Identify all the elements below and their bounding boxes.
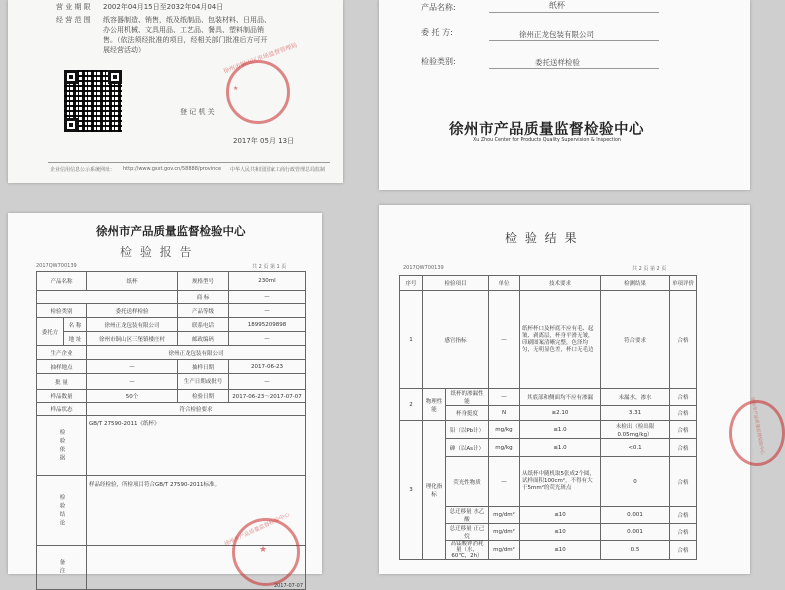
- cell-client-name-label: 名 称: [64, 318, 87, 332]
- footer-authority: 中华人民共和国国家工商行政管理总局监制: [230, 167, 326, 173]
- license-scope-label: 经 营 范 围: [56, 16, 91, 24]
- cell-conclusion-label: 检验结论: [37, 476, 87, 546]
- cover-product-value: 纸杯: [549, 1, 565, 10]
- registration-authority: 登 记 机 关: [180, 108, 215, 116]
- cell-inspection-date-value: 2017-06-23～2017-07-07: [229, 390, 306, 403]
- license-scope-line-2: 办公用机械、文具用品、工艺品、餐具、塑料制品销: [103, 26, 264, 34]
- cell-sample-state-label: 样品状态: [37, 403, 87, 416]
- cover-type-label: 检验类别:: [421, 57, 456, 66]
- footer-url: http://www.gsxt.gov.cn/58888/province: [123, 166, 222, 172]
- col-header-no: 序号: [400, 276, 423, 291]
- table-row: 砷（以As计） mg/kg ≤1.0 <0.1 合格: [400, 439, 697, 457]
- results-report-number: 2017QW700139: [403, 265, 444, 271]
- cell-producer-value: 徐州正龙包装有限公司: [87, 346, 306, 360]
- results-seal-text: 徐州市产品质量监督检验中心: [749, 396, 765, 456]
- license-term-label: 营 业 期 限: [56, 3, 91, 11]
- business-license-page: [8, 0, 343, 183]
- inspection-report-page: [8, 213, 322, 589]
- cover-product-label: 产品名称:: [421, 3, 456, 12]
- footer-system-label: 企业信用信息公示系统网址：: [50, 167, 116, 173]
- registration-seal: ★ 徐州市铜山区市场监督管理局: [226, 60, 290, 124]
- report-seal-text: 徐州市产品质量监督检验中心: [223, 512, 291, 548]
- cell-model-value: 230ml: [229, 272, 306, 291]
- cell-sample-place-label: 抽样地点: [37, 360, 87, 374]
- cover-client-label: 委 托 方:: [421, 28, 453, 37]
- qr-code: [64, 70, 122, 132]
- cell-production-date-value: —: [229, 374, 306, 390]
- results-table: [399, 275, 697, 560]
- cell-inspection-type-value: 委托送样检验: [87, 304, 178, 318]
- inspection-results-page: [379, 205, 765, 574]
- cell-phone-value: 18995209898: [229, 318, 306, 332]
- table-row: 总迁移量 水乙酸 mg/dm² ≤10 0.001 合格: [400, 507, 697, 524]
- cell-batch-label: 批 量: [37, 374, 87, 390]
- report-cover-page: [379, 0, 750, 190]
- cell-inspection-type-label: 检验类别: [37, 304, 87, 318]
- cell-phone-label: 联系电话: [178, 318, 229, 332]
- cell-sample-place-value: —: [87, 360, 178, 374]
- license-scope-line-4: 展经营活动）: [103, 46, 145, 54]
- cell-brand-label: 商 标: [178, 291, 229, 304]
- cell-production-date-label: 生产日期或批号: [178, 374, 229, 390]
- cell-grade-label: 产品等级: [178, 304, 229, 318]
- results-title: 检 验 结 果: [505, 231, 579, 245]
- cell-client-group: 委托方: [37, 318, 64, 346]
- cell-brand-value: —: [229, 291, 306, 304]
- license-scope-line-3: 售。（依法须经批准的项目，经相关部门批准后方可开: [103, 36, 268, 44]
- cell-model-label: 规格型号: [178, 272, 229, 291]
- report-center-name: 徐州市产品质量监督检验中心: [96, 224, 246, 238]
- table-row: 2 物理性能 纸杯的渗漏性能 — 其底部和侧面均不应有渗漏 未漏水，渗水 合格: [400, 389, 697, 406]
- cell-client-name-value: 徐州正龙包装有限公司: [87, 318, 178, 332]
- cell-client-addr-label: 地 址: [64, 332, 87, 346]
- table-row: 3 理化指标 铅（以Pb计） mg/kg ≤1.0 未检出（检出限0.05mg/kg） 合格: [400, 421, 697, 439]
- cell-product-value: 纸杯: [87, 272, 178, 291]
- col-header-item: 检验项目: [423, 276, 489, 291]
- cell-conclusion-value: 样品经检验，所检项目符合GB/T 27590-2011标准。: [87, 476, 306, 546]
- cell-remark-label: 备注: [37, 546, 87, 590]
- license-term-value: 2002年04月15日至2032年04月04日: [103, 3, 224, 11]
- cover-center-name-en: Xu Zhou Center for Products Quality Supervision & Inspection: [473, 138, 621, 143]
- cell-postcode-label: 邮政编码: [178, 332, 229, 346]
- cell-producer-label: 生产企业: [37, 346, 87, 360]
- cover-center-name: 徐州市产品质量监督检验中心: [449, 122, 644, 138]
- results-seal-partial: [729, 396, 785, 466]
- cell-grade-value: —: [229, 304, 306, 318]
- report-seal: ★ 徐州市产品质量监督检验中心: [232, 518, 300, 586]
- table-row: 荧光性物质 — 从纸杯中随机取5张成2个圆，试样面积100cm²，不得有大于5mm²的荧光斑点 0 合格: [400, 457, 697, 507]
- cell-sample-qty-value: 50个: [87, 390, 178, 403]
- table-row: 总迁移量 正己烷 mg/dm² ≤10 0.001 合格: [400, 524, 697, 541]
- report-signed-date: 2017-07-07: [273, 583, 303, 589]
- table-row: 1 感官指标 — 纸杯杯口及杯底不应有毛、起皱、剥离层，杯身平滑无皱，印刷图案清晰完整，色泽均匀，无明显色差，杯口无毛边 符合要求 合格: [400, 291, 697, 389]
- cell-basis-label: 检验依据: [37, 416, 87, 476]
- cover-type-value: 委托送样检验: [535, 58, 580, 67]
- cell-client-addr-value: 徐州市铜山区三堡镇楼庄村: [87, 332, 178, 346]
- table-row: 杯身挺度 N ≥2.10 3.31 合格: [400, 406, 697, 421]
- results-page-info: 共 2 页 第 2 页: [632, 266, 667, 272]
- report-title: 检 验 报 告: [120, 245, 194, 259]
- cover-client-value: 徐州正龙包装有限公司: [519, 30, 594, 39]
- license-date: 2017年 05月 13日: [233, 137, 295, 145]
- license-scope-line-1: 纸容器制造、销售，纸及纸制品、包装材料、日用品、: [103, 16, 271, 24]
- cell-basis-value: GB/T 27590-2011《纸杯》: [87, 416, 306, 476]
- cell-postcode-value: —: [229, 332, 306, 346]
- cell-sample-qty-label: 样品数量: [37, 390, 87, 403]
- report-page-info: 共 2 页 第 1 页: [252, 264, 287, 270]
- table-row: 高锰酸钾消耗量（水，60℃，2h） mg/dm² ≤10 0.5 合格: [400, 541, 697, 560]
- cell-product-label: 产品名称: [37, 272, 87, 291]
- cell-sample-date-value: 2017-06-23: [229, 360, 306, 374]
- col-header-result: 检测结果: [601, 276, 670, 291]
- cell-batch-value: —: [87, 374, 178, 390]
- cell-sample-state-value: 符合检验要求: [87, 403, 306, 416]
- report-number: 2017QW700139: [36, 263, 77, 269]
- registration-seal-text: 徐州市铜山区市场监督管理局: [222, 41, 299, 76]
- cell-sample-date-label: 抽样日期: [178, 360, 229, 374]
- cell-inspection-date-label: 检验日期: [178, 390, 229, 403]
- col-header-unit: 单位: [489, 276, 520, 291]
- col-header-eval: 单项评价: [670, 276, 697, 291]
- col-header-req: 技术要求: [520, 276, 601, 291]
